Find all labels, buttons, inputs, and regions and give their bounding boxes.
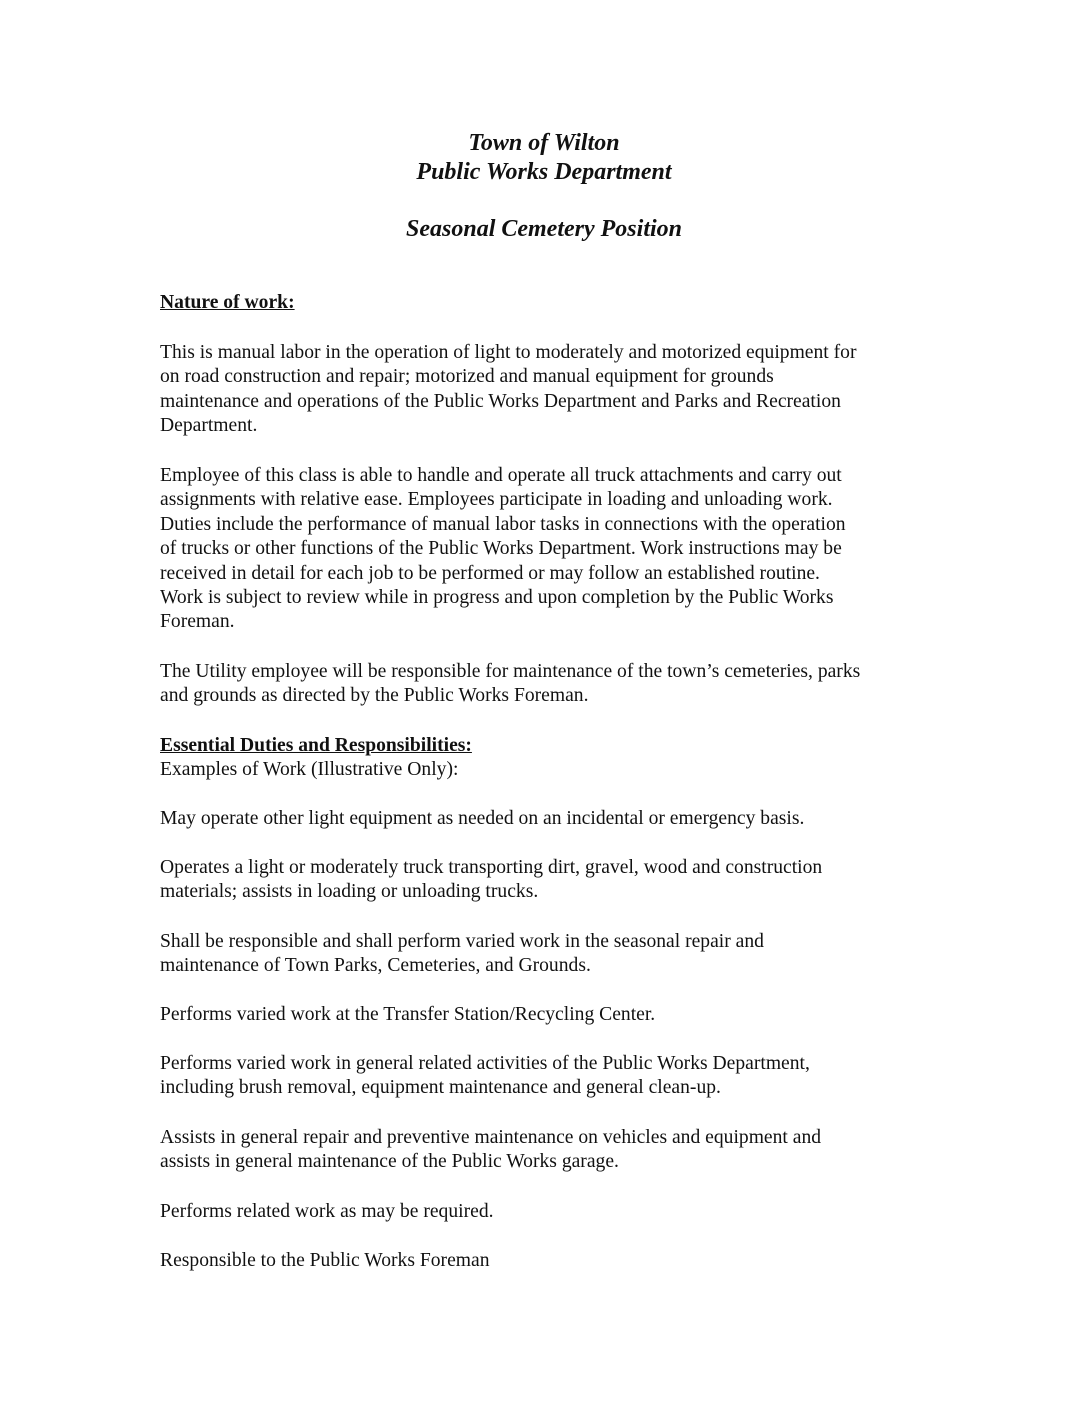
paragraph-line: Duties include the performance of manual labor tasks in connections with the operation — [160, 513, 846, 535]
paragraph-line: of trucks or other functions of the Public Works Department. Work instructions may be — [160, 538, 842, 560]
paragraph-line: materials; assists in loading or unloading trucks. — [160, 881, 539, 903]
nature-of-work-heading: Nature of work: — [160, 292, 295, 313]
duty-item-3 — [160, 930, 950, 979]
town-title: Town of Wilton — [468, 130, 620, 156]
duty-item-1 — [160, 807, 950, 831]
duty-item-6 — [160, 1126, 950, 1175]
paragraph-line: received in detail for each job to be performed or may follow an established routine. — [160, 562, 820, 584]
paragraph-line: Performs varied work at the Transfer Station/Recycling Center. — [160, 1004, 656, 1025]
paragraph-line: maintenance of Town Parks, Cemeteries, and Grounds. — [160, 955, 591, 977]
paragraph-line: Operates a light or moderately truck transporting dirt, gravel, wood and construction — [160, 857, 823, 878]
duty-item-2 — [160, 856, 950, 905]
nature-paragraph-2 — [160, 464, 950, 635]
duty-item-7 — [160, 1200, 950, 1224]
paragraph-line: and grounds as directed by the Public Works Foreman. — [160, 685, 589, 707]
paragraph-line: Performs varied work in general related activities of the Public Works Department, — [160, 1053, 810, 1074]
paragraph-line: on road construction and repair; motorized and manual equipment for grounds — [160, 366, 774, 388]
paragraph-line: The Utility employee will be responsible for maintenance of the town’s cemeteries, parks — [160, 661, 861, 682]
department-title: Public Works Department — [416, 159, 672, 185]
paragraph-line: Employee of this class is able to handle and operate all truck attachments and carry out — [160, 465, 842, 486]
paragraph-line: including brush removal, equipment maintenance and general clean-up. — [160, 1077, 721, 1099]
paragraph-line: Shall be responsible and shall perform varied work in the seasonal repair and — [160, 931, 764, 952]
paragraph-line: maintenance and operations of the Public Works Department and Parks and Recreation — [160, 390, 841, 412]
paragraph-line: Performs related work as may be required. — [160, 1201, 494, 1222]
paragraph-line: Foreman. — [160, 611, 235, 633]
paragraph-line: May operate other light equipment as needed on an incidental or emergency basis. — [160, 808, 805, 829]
paragraph-line: Work is subject to review while in progress and upon completion by the Public Works — [160, 587, 834, 609]
nature-paragraph-1 — [160, 341, 950, 439]
paragraph-line: assists in general maintenance of the Public Works garage. — [160, 1151, 619, 1173]
duties-heading: Essential Duties and Responsibilities: — [160, 735, 472, 756]
duty-item-5 — [160, 1052, 950, 1101]
paragraph-line: Responsible to the Public Works Foreman — [160, 1250, 490, 1271]
paragraph-line: Assists in general repair and preventive maintenance on vehicles and equipment and — [160, 1127, 822, 1148]
duty-item-8 — [160, 1249, 950, 1273]
duties-subheading: Examples of Work (Illustrative Only): — [160, 759, 459, 780]
paragraph-line: Department. — [160, 415, 258, 437]
duty-item-4 — [160, 1003, 950, 1027]
nature-paragraph-3 — [160, 660, 950, 709]
paragraph-line: assignments with relative ease. Employees participate in loading and unloading work. — [160, 489, 833, 511]
paragraph-line: This is manual labor in the operation of light to moderately and motorized equipment for — [160, 342, 857, 363]
position-title: Seasonal Cemetery Position — [406, 216, 682, 242]
